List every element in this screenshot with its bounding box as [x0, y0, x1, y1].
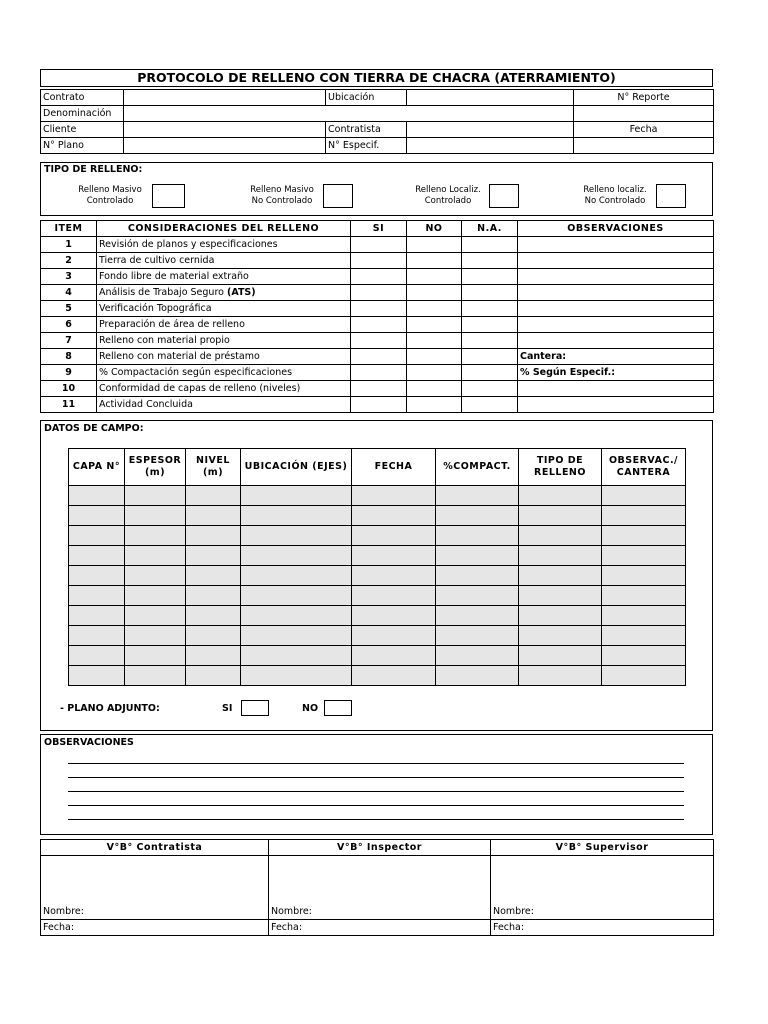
cell[interactable]	[519, 666, 602, 686]
cell[interactable]	[436, 566, 519, 586]
table-row	[69, 486, 686, 506]
item-number: 5	[41, 301, 97, 317]
item-text: Revisión de planos y especificaciones	[97, 237, 351, 253]
col-observaciones: OBSERVACIONES	[518, 221, 714, 237]
no-cell[interactable]	[407, 269, 462, 285]
table-row	[69, 526, 686, 546]
obs-cell[interactable]	[518, 253, 714, 269]
cell[interactable]	[125, 566, 186, 586]
col-item: ITEM	[41, 221, 97, 237]
cell[interactable]	[241, 526, 352, 546]
option-label	[70, 185, 150, 207]
no-cell[interactable]	[407, 333, 462, 349]
no-cell[interactable]	[407, 237, 462, 253]
no-cell[interactable]	[407, 253, 462, 269]
item-number: 11	[41, 397, 97, 413]
cell[interactable]	[519, 526, 602, 546]
obs-cell[interactable]	[518, 317, 714, 333]
cell[interactable]	[436, 506, 519, 526]
field-table-header	[69, 449, 686, 486]
item-text-bold: (ATS)	[227, 286, 256, 298]
no-cell[interactable]	[407, 317, 462, 333]
ubicacion-field[interactable]	[407, 90, 574, 106]
checklist-table	[40, 220, 714, 413]
signature-area[interactable]	[269, 856, 491, 905]
fecha-sign-field[interactable]: Fecha:	[491, 920, 714, 936]
obs-cell[interactable]	[518, 269, 714, 285]
option-line: Relleno Masivo	[78, 185, 142, 195]
cell[interactable]	[519, 646, 602, 666]
obs-cell[interactable]	[518, 333, 714, 349]
cell[interactable]	[436, 526, 519, 546]
no-cell[interactable]	[407, 365, 462, 381]
option-line: Relleno Masivo	[250, 185, 314, 195]
cell[interactable]	[125, 606, 186, 626]
item-number: 3	[41, 269, 97, 285]
obs-cell[interactable]: % Según Especif.:	[518, 365, 714, 381]
cell[interactable]	[602, 486, 686, 506]
header-table	[40, 89, 714, 154]
observation-line[interactable]	[68, 805, 684, 806]
cell[interactable]	[125, 506, 186, 526]
fecha-field[interactable]	[574, 138, 714, 154]
na-cell[interactable]	[462, 317, 518, 333]
cell[interactable]	[125, 546, 186, 566]
cell[interactable]	[436, 586, 519, 606]
cell[interactable]	[436, 606, 519, 626]
nombre-row	[41, 904, 714, 920]
cell[interactable]	[602, 546, 686, 566]
cell[interactable]	[125, 486, 186, 506]
plano-no-label: NO	[302, 703, 319, 714]
table-row	[69, 606, 686, 626]
item-number: 4	[41, 285, 97, 301]
col-nivel: NIVEL (m)	[186, 449, 241, 486]
si-cell[interactable]	[351, 365, 407, 381]
item-text: Fondo libre de material extraño	[97, 269, 351, 285]
table-row	[41, 253, 714, 269]
cell[interactable]	[602, 666, 686, 686]
item-number: 9	[41, 365, 97, 381]
cell[interactable]	[186, 486, 241, 506]
cell[interactable]	[69, 506, 125, 526]
cell[interactable]	[186, 586, 241, 606]
cell[interactable]	[519, 606, 602, 626]
item-text: % Compactación según especificaciones	[97, 365, 351, 381]
cell[interactable]	[241, 486, 352, 506]
cell[interactable]	[241, 626, 352, 646]
cell[interactable]	[519, 566, 602, 586]
na-cell[interactable]	[462, 397, 518, 413]
cell[interactable]	[125, 626, 186, 646]
obs-cell[interactable]: Cantera:	[518, 349, 714, 365]
obs-cell[interactable]	[518, 381, 714, 397]
obs-cell[interactable]	[518, 397, 714, 413]
item-number: 10	[41, 381, 97, 397]
na-cell[interactable]	[462, 333, 518, 349]
obs-cell[interactable]	[518, 301, 714, 317]
cell[interactable]	[125, 666, 186, 686]
item-text: Verificación Topográfica	[97, 301, 351, 317]
cell[interactable]	[352, 566, 436, 586]
observation-line[interactable]	[68, 763, 684, 764]
option-label	[575, 185, 655, 207]
item-text: Preparación de área de relleno	[97, 317, 351, 333]
denominacion-label: Denominación	[41, 106, 124, 122]
table-row	[69, 506, 686, 526]
na-cell[interactable]	[462, 285, 518, 301]
option-label	[242, 185, 322, 207]
field-data-table	[68, 448, 686, 686]
table-row	[69, 626, 686, 646]
table-row	[41, 365, 714, 381]
item-number: 6	[41, 317, 97, 333]
cell[interactable]	[436, 666, 519, 686]
table-row	[41, 269, 714, 285]
denominacion-field[interactable]	[124, 106, 574, 122]
si-cell[interactable]	[351, 285, 407, 301]
observation-line[interactable]	[68, 819, 684, 820]
cell[interactable]	[519, 546, 602, 566]
table-row	[41, 285, 714, 301]
si-cell[interactable]	[351, 381, 407, 397]
nombre-field[interactable]: Nombre:	[491, 904, 714, 920]
reporte-field[interactable]	[574, 106, 714, 122]
table-row	[69, 546, 686, 566]
contrato-label: Contrato	[41, 90, 124, 106]
col-fecha: FECHA	[352, 449, 436, 486]
table-row	[69, 666, 686, 686]
plano-si-checkbox[interactable]	[241, 700, 269, 716]
cell[interactable]	[125, 526, 186, 546]
na-cell[interactable]	[462, 301, 518, 317]
option-line: Relleno localiz.	[583, 185, 647, 195]
cell[interactable]	[69, 666, 125, 686]
cell[interactable]	[352, 486, 436, 506]
cell[interactable]	[352, 666, 436, 686]
cell[interactable]	[436, 486, 519, 506]
col-no: NO	[407, 221, 462, 237]
item-number: 8	[41, 349, 97, 365]
cliente-field[interactable]	[124, 122, 326, 138]
si-cell[interactable]	[351, 253, 407, 269]
checkbox-localiz-controlado[interactable]	[489, 184, 519, 208]
na-cell[interactable]	[462, 253, 518, 269]
na-cell[interactable]	[462, 381, 518, 397]
cell[interactable]	[352, 506, 436, 526]
cell[interactable]	[352, 586, 436, 606]
cell[interactable]	[519, 506, 602, 526]
col-ubicacion: UBICACIÓN (EJES)	[241, 449, 352, 486]
table-row	[41, 237, 714, 253]
cell[interactable]	[186, 626, 241, 646]
cell[interactable]	[69, 586, 125, 606]
item-text: Relleno con material propio	[97, 333, 351, 349]
item-text-main: Análisis de Trabajo Seguro	[99, 286, 227, 298]
plano-no-checkbox[interactable]	[324, 700, 352, 716]
si-cell[interactable]	[351, 397, 407, 413]
option-label	[408, 185, 488, 207]
no-cell[interactable]	[407, 349, 462, 365]
cell[interactable]	[241, 546, 352, 566]
item-text: Tierra de cultivo cernida	[97, 253, 351, 269]
ubicacion-label: Ubicación	[326, 90, 407, 106]
plano-label: N° Plano	[41, 138, 124, 154]
na-cell[interactable]	[462, 365, 518, 381]
cell[interactable]	[186, 646, 241, 666]
si-cell[interactable]	[351, 269, 407, 285]
cell[interactable]	[186, 506, 241, 526]
col-compact: %COMPACT.	[436, 449, 519, 486]
option-line: Controlado	[86, 196, 134, 206]
nombre-field[interactable]: Nombre:	[41, 904, 269, 920]
fecha-label: Fecha	[574, 122, 714, 138]
na-cell[interactable]	[462, 349, 518, 365]
fecha-sign-field[interactable]: Fecha:	[41, 920, 269, 936]
cell[interactable]	[602, 586, 686, 606]
cell[interactable]	[602, 526, 686, 546]
option-line: No Controlado	[251, 196, 313, 206]
cell[interactable]	[186, 666, 241, 686]
col-espesor: ESPESOR (m)	[125, 449, 186, 486]
cell[interactable]	[352, 606, 436, 626]
cell[interactable]	[519, 586, 602, 606]
col-observ: OBSERVAC./ CANTERA	[602, 449, 686, 486]
cell[interactable]	[186, 546, 241, 566]
na-cell[interactable]	[462, 237, 518, 253]
no-cell[interactable]	[407, 397, 462, 413]
cell[interactable]	[602, 566, 686, 586]
checkbox-masivo-no-controlado[interactable]	[323, 184, 353, 208]
si-cell[interactable]	[351, 317, 407, 333]
si-cell[interactable]	[351, 349, 407, 365]
cell[interactable]	[69, 546, 125, 566]
contratista-label: Contratista	[326, 122, 407, 138]
no-cell[interactable]	[407, 285, 462, 301]
nombre-field[interactable]: Nombre:	[269, 904, 491, 920]
table-row	[41, 317, 714, 333]
vb-supervisor: V°B° Supervisor	[491, 840, 714, 856]
observation-line[interactable]	[68, 777, 684, 778]
cell[interactable]	[436, 646, 519, 666]
col-consideraciones: CONSIDERACIONES DEL RELLENO	[97, 221, 351, 237]
vb-inspector: V°B° Inspector	[269, 840, 491, 856]
checkbox-localiz-no-controlado[interactable]	[656, 184, 686, 208]
cell[interactable]	[352, 546, 436, 566]
fecha-sign-field[interactable]: Fecha:	[269, 920, 491, 936]
obs-cell[interactable]	[518, 237, 714, 253]
cell[interactable]	[241, 586, 352, 606]
item-text: Relleno con material de préstamo	[97, 349, 351, 365]
table-row	[41, 349, 714, 365]
especif-label: N° Especif.	[326, 138, 407, 154]
cell[interactable]	[186, 606, 241, 626]
cell[interactable]	[125, 586, 186, 606]
plano-si-label: SI	[222, 703, 233, 714]
cell[interactable]	[602, 626, 686, 646]
item-text	[97, 285, 351, 301]
cell[interactable]	[69, 626, 125, 646]
tipo-relleno-label: TIPO DE RELLENO:	[44, 164, 143, 175]
item-text: Conformidad de capas de relleno (niveles)	[97, 381, 351, 397]
cell[interactable]	[186, 526, 241, 546]
cell[interactable]	[602, 606, 686, 626]
vb-contratista: V°B° Contratista	[41, 840, 269, 856]
table-row	[69, 646, 686, 666]
cell[interactable]	[69, 646, 125, 666]
obs-cell[interactable]	[518, 285, 714, 301]
checkbox-masivo-controlado[interactable]	[152, 184, 185, 208]
plano-adjunto-label: - PLANO ADJUNTO:	[60, 703, 160, 714]
item-number: 1	[41, 237, 97, 253]
cell[interactable]	[241, 506, 352, 526]
table-row	[41, 397, 714, 413]
cell[interactable]	[69, 486, 125, 506]
table-row	[69, 586, 686, 606]
si-cell[interactable]	[351, 301, 407, 317]
cell[interactable]	[69, 566, 125, 586]
si-cell[interactable]	[351, 237, 407, 253]
no-cell[interactable]	[407, 381, 462, 397]
contratista-field[interactable]	[407, 122, 574, 138]
cell[interactable]	[352, 526, 436, 546]
si-cell[interactable]	[351, 333, 407, 349]
plano-field[interactable]	[124, 138, 326, 154]
option-line: No Controlado	[584, 196, 646, 206]
signature-header	[41, 840, 714, 856]
checklist-header	[41, 221, 714, 237]
fecha-row	[41, 920, 714, 936]
cell[interactable]	[241, 646, 352, 666]
signature-area[interactable]	[41, 856, 269, 905]
item-number: 2	[41, 253, 97, 269]
cell[interactable]	[602, 506, 686, 526]
option-line: Controlado	[424, 196, 472, 206]
cell[interactable]	[241, 666, 352, 686]
form-title: PROTOCOLO DE RELLENO CON TIERRA DE CHACRA (ATERRAMIENTO)	[40, 69, 713, 87]
table-row	[41, 333, 714, 349]
cell[interactable]	[352, 626, 436, 646]
cell[interactable]	[436, 626, 519, 646]
cliente-label: Cliente	[41, 122, 124, 138]
contrato-field[interactable]	[124, 90, 326, 106]
observaciones-label: OBSERVACIONES	[44, 737, 134, 748]
col-si: SI	[351, 221, 407, 237]
cell[interactable]	[186, 566, 241, 586]
signature-row	[41, 856, 714, 905]
signature-area[interactable]	[491, 856, 714, 905]
option-line: Relleno Localiz.	[415, 185, 481, 195]
cell[interactable]	[519, 486, 602, 506]
cell[interactable]	[352, 646, 436, 666]
cell[interactable]	[519, 626, 602, 646]
cell[interactable]	[125, 646, 186, 666]
table-row	[69, 566, 686, 586]
no-cell[interactable]	[407, 301, 462, 317]
item-number: 7	[41, 333, 97, 349]
col-tipo: TIPO DE RELLENO	[519, 449, 602, 486]
observation-line[interactable]	[68, 791, 684, 792]
cell[interactable]	[241, 606, 352, 626]
table-row	[41, 301, 714, 317]
table-row	[41, 381, 714, 397]
na-cell[interactable]	[462, 269, 518, 285]
item-text: Actividad Concluida	[97, 397, 351, 413]
col-capa: CAPA N°	[69, 449, 125, 486]
cell[interactable]	[602, 646, 686, 666]
reporte-label: N° Reporte	[574, 90, 714, 106]
cell[interactable]	[69, 526, 125, 546]
datos-campo-label: DATOS DE CAMPO:	[44, 423, 144, 434]
especif-field[interactable]	[407, 138, 574, 154]
cell[interactable]	[69, 606, 125, 626]
cell[interactable]	[241, 566, 352, 586]
signature-table	[40, 839, 714, 936]
cell[interactable]	[436, 546, 519, 566]
col-na: N.A.	[462, 221, 518, 237]
